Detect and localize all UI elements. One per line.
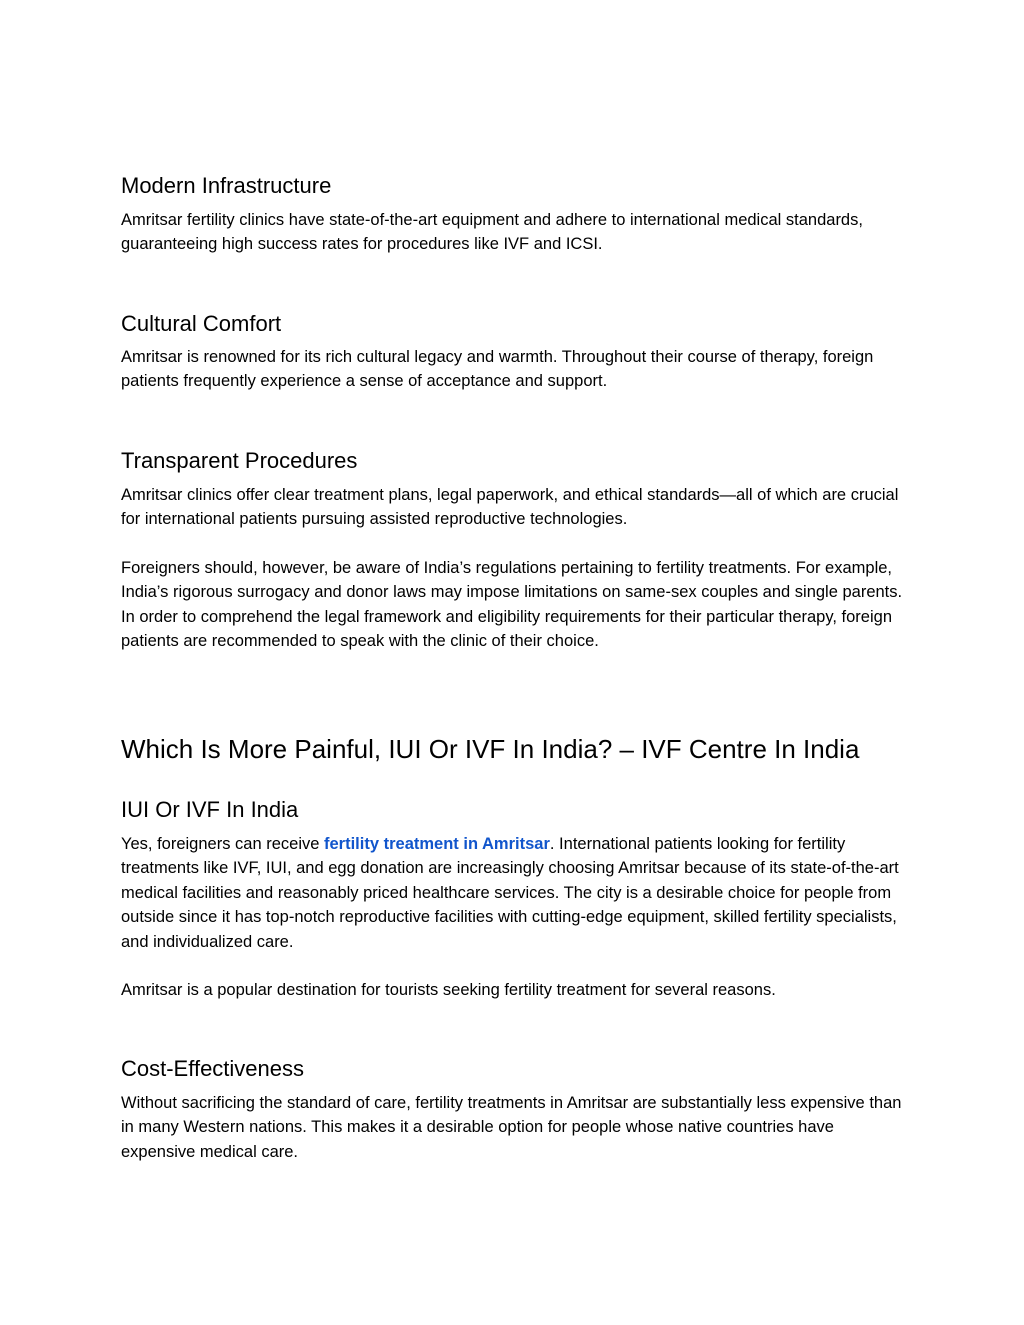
text-before-link: Yes, foreigners can receive <box>121 835 325 853</box>
paragraph-iui-or-ivf <box>121 832 911 954</box>
paragraph-cost-effectiveness: Without sacrificing the standard of care, fertility treatments in Amritsar are substantially less expensive than in many Western nations. This makes it a desirable option for people whose native countries have expensive medical care. <box>121 1094 902 1161</box>
paragraph-modern-infrastructure: Amritsar fertility clinics have state-of-the-art equipment and adhere to international medical standards, guaranteeing high success rates for procedures like IVF and ICSI. <box>121 211 863 254</box>
main-heading: Which Is More Painful, IUI Or IVF In India? – IVF Centre In India <box>121 734 860 764</box>
heading-transparent-procedures: Transparent Procedures <box>121 448 358 473</box>
fertility-treatment-link[interactable]: fertility treatment in Amritsar <box>324 835 550 853</box>
heading-modern-infrastructure: Modern Infrastructure <box>121 173 332 198</box>
heading-iui-or-ivf: IUI Or IVF In India <box>121 797 299 822</box>
paragraph-transparent-procedures: Amritsar clinics offer clear treatment plans, legal paperwork, and ethical standards—all of which are crucial for international patients pursuing assisted reproductive technologies. <box>121 486 899 529</box>
heading-cultural-comfort: Cultural Comfort <box>121 311 282 336</box>
heading-cost-effectiveness: Cost-Effectiveness <box>121 1056 305 1081</box>
paragraph-popular-destination: Amritsar is a popular destination for tourists seeking fertility treatment for several reasons. <box>121 981 776 999</box>
paragraph-foreigners-regulations: Foreigners should, however, be aware of India’s regulations pertaining to fertility treatments. For example, India’s rigorous surrogacy and donor laws may impose limitations on same-sex couples and single parents. In order to comprehend the legal framework and eligibility requirements for their particular therapy, foreign patients are recommended to speak with the clinic of their choice. <box>121 559 903 651</box>
paragraph-cultural-comfort: Amritsar is renowned for its rich cultural legacy and warmth. Throughout their course of therapy, foreign patients frequently experience a sense of acceptance and support. <box>121 348 874 391</box>
text-after-link: . International patients looking for fertility treatments like IVF, IUI, and egg donation are increasingly choosing Amritsar because of its state-of-the-art medical facilities and reasonably priced healthcare services. The city is a desirable choice for people from outside since it has top-notch reproductive facilities with cutting-edge equipment, skilled fertility specialists, and individualized care. <box>121 835 899 951</box>
